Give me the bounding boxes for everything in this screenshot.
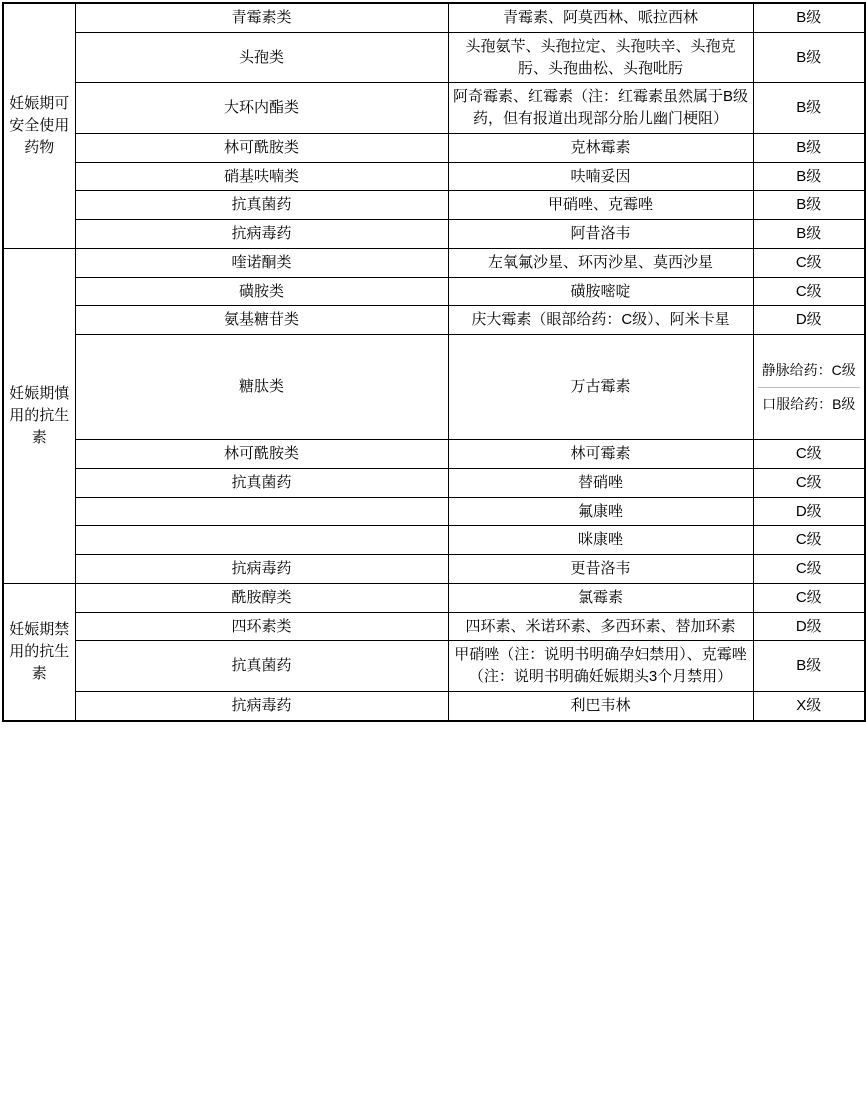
grade-cell: B级 <box>753 83 865 134</box>
table-row <box>3 497 865 526</box>
grade-cell: B级 <box>753 641 865 692</box>
grade-cell: B级 <box>753 133 865 162</box>
drug-class-cell: 硝基呋喃类 <box>75 162 448 191</box>
drugs-cell: 利巴韦林 <box>448 691 753 720</box>
drugs-cell: 咪康唑 <box>448 526 753 555</box>
drug-class-cell-empty <box>75 497 448 526</box>
grade-cell: D级 <box>753 306 865 335</box>
drug-class-cell: 林可酰胺类 <box>75 440 448 469</box>
table-row <box>3 468 865 497</box>
drug-class-cell-empty <box>75 526 448 555</box>
table-row <box>3 440 865 469</box>
category-cell-caution: 妊娠期慎用的抗生素 <box>3 248 75 583</box>
drug-class-cell: 青霉素类 <box>75 3 448 32</box>
drugs-cell: 庆大霉素（眼部给药：C级）、阿米卡星 <box>448 306 753 335</box>
drugs-cell: 呋喃妥因 <box>448 162 753 191</box>
drug-class-cell: 糖肽类 <box>75 335 448 440</box>
grade-cell: C级 <box>753 555 865 584</box>
table-row <box>3 306 865 335</box>
drugs-cell: 甲硝唑（注：说明书明确孕妇禁用）、克霉唑（注：说明书明确妊娠期头3个月禁用） <box>448 641 753 692</box>
grade-cell: D级 <box>753 497 865 526</box>
drug-class-cell: 头孢类 <box>75 32 448 83</box>
grade-cell: C级 <box>753 468 865 497</box>
drugs-cell: 氯霉素 <box>448 583 753 612</box>
drugs-cell: 阿奇霉素、红霉素（注：红霉素虽然属于B级药，但有报道出现部分胎儿幽门梗阻） <box>448 83 753 134</box>
drug-class-cell: 磺胺类 <box>75 277 448 306</box>
drugs-cell: 甲硝唑、克霉唑 <box>448 191 753 220</box>
category-cell-safe: 妊娠期可安全使用药物 <box>3 3 75 248</box>
drug-class-cell: 抗病毒药 <box>75 220 448 249</box>
grade-cell: X级 <box>753 691 865 720</box>
table-row <box>3 641 865 692</box>
grade-cell: C级 <box>753 526 865 555</box>
grade-cell: B级 <box>753 220 865 249</box>
table-row <box>3 612 865 641</box>
drugs-cell: 氟康唑 <box>448 497 753 526</box>
table-row <box>3 555 865 584</box>
grade-cell: B级 <box>753 32 865 83</box>
drugs-cell: 四环素、米诺环素、多西环素、替加环素 <box>448 612 753 641</box>
grade-cell: B级 <box>753 3 865 32</box>
drugs-cell: 克林霉素 <box>448 133 753 162</box>
drugs-cell: 阿昔洛韦 <box>448 220 753 249</box>
drug-class-cell: 抗真菌药 <box>75 468 448 497</box>
table-row <box>3 691 865 720</box>
table-body <box>3 3 865 721</box>
table-row <box>3 3 865 32</box>
table-row <box>3 583 865 612</box>
table-row <box>3 133 865 162</box>
drugs-cell: 更昔洛韦 <box>448 555 753 584</box>
table-row <box>3 335 865 440</box>
grade-cell: C级 <box>753 277 865 306</box>
drugs-cell: 头孢氨苄、头孢拉定、头孢呋辛、头孢克肟、头孢曲松、头孢吡肟 <box>448 32 753 83</box>
drug-class-cell: 抗病毒药 <box>75 691 448 720</box>
table-row <box>3 32 865 83</box>
table-row <box>3 220 865 249</box>
grade-cell: B级 <box>753 162 865 191</box>
table-row <box>3 277 865 306</box>
grade-sub-intravenous: 静脉给药：C级 <box>758 354 861 387</box>
drug-class-cell: 抗真菌药 <box>75 191 448 220</box>
grade-cell: B级 <box>753 191 865 220</box>
drugs-cell: 万古霉素 <box>448 335 753 440</box>
table-row <box>3 162 865 191</box>
table-row <box>3 191 865 220</box>
drugs-cell: 青霉素、阿莫西林、哌拉西林 <box>448 3 753 32</box>
drug-class-cell: 林可酰胺类 <box>75 133 448 162</box>
grade-cell: C级 <box>753 440 865 469</box>
drugs-cell: 林可霉素 <box>448 440 753 469</box>
drugs-cell: 左氧氟沙星、环丙沙星、莫西沙星 <box>448 248 753 277</box>
pregnancy-antibiotic-safety-table <box>2 2 866 722</box>
grade-cell: C级 <box>753 248 865 277</box>
table-row <box>3 526 865 555</box>
drug-class-cell: 抗病毒药 <box>75 555 448 584</box>
grade-cell-split <box>753 335 865 440</box>
category-cell-contraindicated: 妊娠期禁用的抗生素 <box>3 583 75 720</box>
grade-cell: C级 <box>753 583 865 612</box>
drug-class-cell: 酰胺醇类 <box>75 583 448 612</box>
table-row <box>3 83 865 134</box>
grade-sub-oral: 口服给药：B级 <box>762 395 856 412</box>
drug-class-cell: 大环内酯类 <box>75 83 448 134</box>
drug-class-cell: 喹诺酮类 <box>75 248 448 277</box>
table-row <box>3 248 865 277</box>
drug-class-cell: 氨基糖苷类 <box>75 306 448 335</box>
drugs-cell: 替硝唑 <box>448 468 753 497</box>
drug-class-cell: 四环素类 <box>75 612 448 641</box>
grade-cell: D级 <box>753 612 865 641</box>
drug-class-cell: 抗真菌药 <box>75 641 448 692</box>
drugs-cell: 磺胺嘧啶 <box>448 277 753 306</box>
